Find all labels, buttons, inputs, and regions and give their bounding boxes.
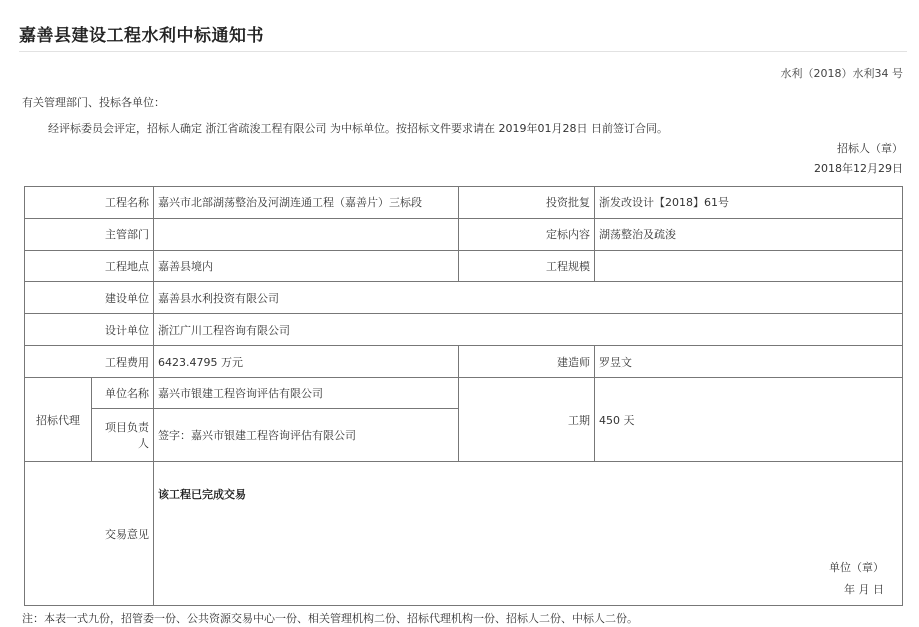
location-value: 嘉善县境内 (154, 250, 459, 282)
location-label: 工程地点 (25, 250, 154, 282)
period-label: 工期 (459, 377, 595, 461)
table-row (25, 346, 903, 378)
engineer-label: 建造师 (459, 346, 595, 378)
designer-label: 设计单位 (25, 314, 154, 346)
scope-label: 定标内容 (459, 218, 595, 250)
table-row (25, 462, 903, 606)
designer-value: 浙江广川工程咨询有限公司 (154, 314, 903, 346)
agent-lead-value: 签字：嘉兴市银建工程咨询评估有限公司 (154, 408, 459, 461)
project-name-value: 嘉兴市北部湖荡整治及河湖连通工程（嘉善片）三标段 (154, 187, 459, 219)
approval-label: 投资批复 (459, 187, 595, 219)
tenderer-seal: 招标人（章） (837, 142, 903, 155)
table-row (25, 314, 903, 346)
agent-unit-label: 单位名称 (92, 377, 154, 408)
table-row (25, 250, 903, 282)
opinion-result: 该工程已完成交易 (158, 488, 246, 502)
table-row (25, 377, 903, 408)
salutation: 有关管理部门、投标各单位： (22, 96, 165, 109)
builder-label: 建设单位 (25, 282, 154, 314)
scale-value (595, 250, 903, 282)
page-title: 嘉善县建设工程水利中标通知书 (19, 26, 264, 46)
cost-value: 6423.4795 万元 (154, 346, 459, 378)
agent-lead-label: 项目负责人 (92, 408, 154, 461)
award-info-table (24, 186, 903, 606)
authority-label: 主管部门 (25, 218, 154, 250)
engineer-value: 罗昱文 (595, 346, 903, 378)
table-row (25, 282, 903, 314)
opinion-label: 交易意见 (25, 462, 154, 606)
notice-date: 2018年12月29日 (814, 162, 903, 175)
period-value: 450 天 (595, 377, 903, 461)
footnote: 注：本表一式九份，招管委一份、公共资源交易中心一份、相关管理机构二份、招标代理机构一份、招标人二份、中标人二份。 (22, 612, 638, 625)
authority-value (154, 218, 459, 250)
notice-paragraph: 经评标委员会评定，招标人确定 浙江省疏浚工程有限公司 为中标单位。按招标文件要求请在 2019年01月28日 日前签订合同。 (48, 122, 668, 135)
opinion-date: 年 月 日 (844, 583, 884, 596)
opinion-content (158, 462, 898, 605)
document-number: 水利（2018）水利34 号 (780, 67, 903, 80)
opinion-cell (154, 462, 903, 606)
cost-label: 工程费用 (25, 346, 154, 378)
approval-value: 浙发改设计【2018】61号 (595, 187, 903, 219)
agent-unit-value: 嘉兴市银建工程咨询评估有限公司 (154, 377, 459, 408)
table-row (25, 187, 903, 219)
table-row (25, 218, 903, 250)
scale-label: 工程规模 (459, 250, 595, 282)
opinion-seal: 单位（章） (829, 561, 884, 574)
title-divider (19, 51, 907, 52)
scope-value: 湖荡整治及疏浚 (595, 218, 903, 250)
builder-value: 嘉善县水利投资有限公司 (154, 282, 903, 314)
project-name-label: 工程名称 (25, 187, 154, 219)
agent-label: 招标代理 (25, 377, 92, 461)
